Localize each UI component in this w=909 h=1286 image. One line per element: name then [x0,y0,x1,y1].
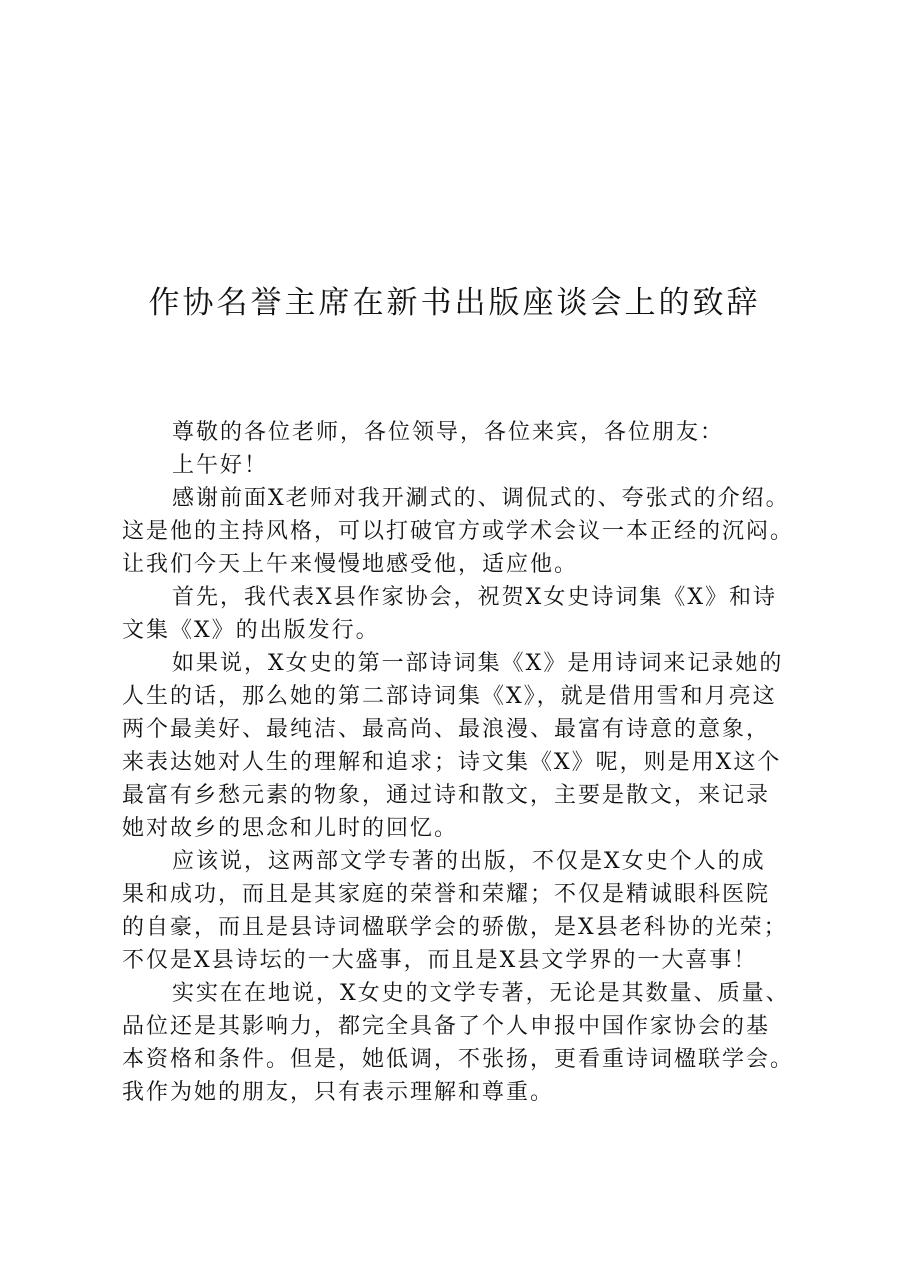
salutation-line: 尊敬的各位老师，各位领导，各位来宾，各位朋友： [172,420,725,445]
paragraph-line: 果和成功，而且是其家庭的荣誉和荣耀；不仅是精诚眼科医院 [122,882,771,907]
paragraph-line: 首先，我代表X县作家协会，祝贺X女史诗词集《X》和诗 [172,585,777,610]
paragraph-line: 应该说，这两部文学专著的出版，不仅是X女史个人的成 [172,849,766,874]
paragraph-line: 品位还是其影响力，都完全具备了个人申报中国作家协会的基 [122,1014,771,1039]
paragraph-line: 她对故乡的思念和儿时的回忆。 [122,816,459,841]
paragraph-line: 最富有乡愁元素的物象，通过诗和散文，主要是散文，来记录 [122,783,771,808]
document-body [122,416,812,1109]
paragraph-line: 让我们今天上午来慢慢地感受他，适应他。 [122,552,579,577]
document-title: 作协名誉主席在新书出版座谈会上的致辞 [148,285,761,321]
paragraph-line: 文集《X》的出版发行。 [122,618,380,643]
paragraph-line: 如果说，X女史的第一部诗词集《X》是用诗词来记录她的 [172,651,784,676]
paragraph-line: 两个最美好、最纯洁、最高尚、最浪漫、最富有诗意的意象， [122,717,771,742]
paragraph-line: 这是他的主持风格，可以打破官方或学术会议一本正经的沉闷。 [122,519,795,544]
paragraph-line: 本资格和条件。但是，她低调，不张扬，更看重诗词楹联学会。 [122,1047,795,1072]
greeting-line: 上午好！ [172,453,269,478]
paragraph-line: 不仅是X县诗坛的一大盛事，而且是X县文学界的一大喜事！ [122,948,758,973]
paragraph-line: 来表达她对人生的理解和追求；诗文集《X》呢，则是用X这个 [122,750,782,775]
paragraph-line: 实实在在地说，X女史的文学专著，无论是其数量、质量、 [172,981,790,1006]
paragraph-line: 感谢前面X老师对我开涮式的、调侃式的、夸张式的介绍。 [172,486,790,511]
paragraph-line: 我作为她的朋友，只有表示理解和尊重。 [122,1080,555,1105]
paragraph-line: 的自豪，而且是县诗词楹联学会的骄傲，是X县老科协的光荣； [122,915,788,940]
paragraph-line: 人生的话，那么她的第二部诗词集《X》，就是借用雪和月亮这 [122,684,777,709]
